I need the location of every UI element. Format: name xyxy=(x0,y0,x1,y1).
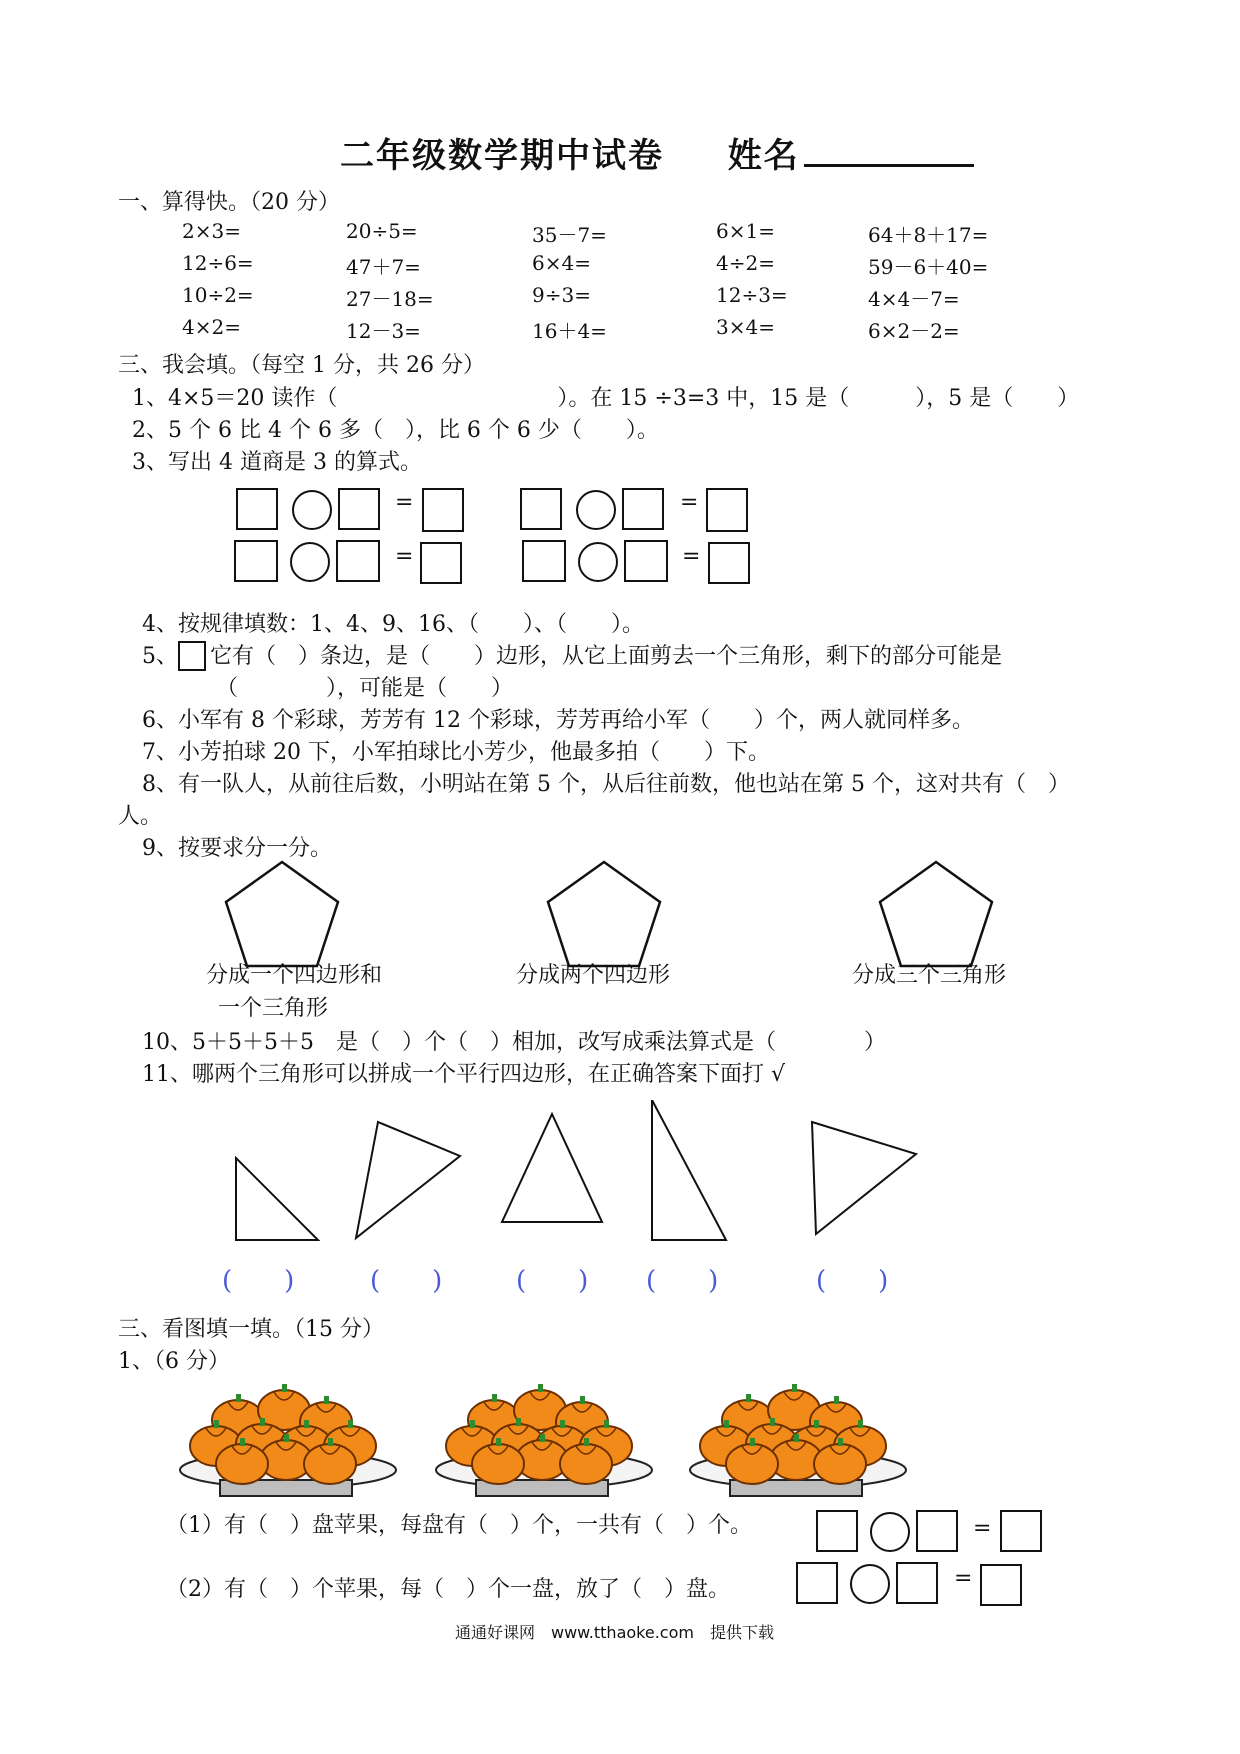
calc-item: 27－18= xyxy=(346,287,434,311)
answer-box[interactable] xyxy=(816,1510,858,1552)
operator-circle[interactable] xyxy=(850,1564,890,1604)
triangles-figure xyxy=(230,1100,1130,1250)
page-title xyxy=(340,128,974,177)
section3-line-1: （1）有（ ）盘苹果，每盘有（ ）个，一共有（ ）个。 xyxy=(166,1513,752,1538)
section1-heading: 一、算得快。（20 分） xyxy=(118,190,340,215)
calc-item: 64＋8＋17= xyxy=(868,223,989,247)
calc-item: 4×2= xyxy=(182,315,241,339)
operator-circle[interactable] xyxy=(292,490,332,530)
pentagon-label-1: 分成一个四边形和 xyxy=(206,963,383,988)
answer-box[interactable] xyxy=(336,540,380,582)
calc-item: 3×4= xyxy=(716,315,775,339)
equals-sign: = xyxy=(395,544,414,569)
question-11: 11、哪两个三角形可以拼成一个平行四边形，在正确答案下面打 √ xyxy=(142,1062,786,1087)
question-9: 9、按要求分一分。 xyxy=(142,836,332,861)
calc-item: 35－7= xyxy=(532,223,607,247)
section3-line-2: （2）有（ ）个苹果，每（ ）个一盘，放了（ ）盘。 xyxy=(166,1577,730,1602)
equals-sign: = xyxy=(682,544,701,569)
calc-item: 16＋4= xyxy=(532,319,607,343)
question-5-text: 它有（ ）条边，是（ ）边形，从它上面剪去一个三角形，剩下的部分可能是 xyxy=(210,644,1003,669)
calc-item: 10÷2= xyxy=(182,283,254,307)
calc-item: 47＋7= xyxy=(346,255,421,279)
section3-question-1-label: 1、（6 分） xyxy=(118,1349,230,1374)
answer-box[interactable] xyxy=(422,488,464,532)
name-label: 姓名 xyxy=(727,136,800,176)
calc-item: 12－3= xyxy=(346,319,421,343)
answer-box[interactable] xyxy=(708,542,750,584)
question-2: 2、5 个 6 比 4 个 6 多（ ），比 6 个 6 少（ ）。 xyxy=(132,418,659,443)
answer-box[interactable] xyxy=(420,542,462,584)
answer-paren-1[interactable]: ( ) xyxy=(222,1266,295,1296)
pentagon-icon xyxy=(544,858,664,970)
pentagon-label-1-line2: 一个三角形 xyxy=(218,996,329,1021)
question-5-line2: （ ），可能是（ ） xyxy=(216,676,514,701)
triangle-icon xyxy=(356,1122,460,1238)
name-blank xyxy=(804,134,974,167)
section3-heading: 三、看图填一填。（15 分） xyxy=(118,1317,384,1342)
fruit-plate-icon xyxy=(176,1380,406,1500)
triangle-icon xyxy=(812,1122,916,1234)
footer-credit: 通通好课网 www.tthaoke.com 提供下载 xyxy=(455,1623,774,1642)
triangle-icon xyxy=(652,1100,726,1240)
calc-item: 59－6＋40= xyxy=(868,255,989,279)
calc-item: 12÷6= xyxy=(182,251,254,275)
operator-circle[interactable] xyxy=(870,1512,910,1552)
answer-box[interactable] xyxy=(796,1562,838,1604)
square-icon xyxy=(178,641,206,671)
operator-circle[interactable] xyxy=(290,542,330,582)
pentagon-label-3: 分成三个三角形 xyxy=(852,963,1007,988)
answer-box[interactable] xyxy=(916,1510,958,1552)
question-5 xyxy=(142,639,1002,671)
question-4: 4、按规律填数：1、4、9、16、（ ）、（ ）。 xyxy=(142,612,644,637)
question-8: 8、有一队人，从前往后数，小明站在第 5 个，从后往前数，他也站在第 5 个，这对共有（ ） xyxy=(142,772,1070,797)
question-6: 6、小军有 8 个彩球，芳芳有 12 个彩球，芳芳再给小军（ ）个，两人就同样多。 xyxy=(142,708,974,733)
calc-item: 20÷5= xyxy=(346,219,418,243)
pentagon-label-2: 分成两个四边形 xyxy=(516,963,671,988)
answer-box[interactable] xyxy=(706,488,748,532)
question-7: 7、小芳拍球 20 下，小军拍球比小芳少，他最多拍（ ）下。 xyxy=(142,740,770,765)
calc-item: 9÷3= xyxy=(532,283,591,307)
question-3: 3、写出 4 道商是 3 的算式。 xyxy=(132,450,422,475)
answer-box[interactable] xyxy=(622,488,664,530)
triangle-icon xyxy=(236,1158,318,1240)
question-10: 10、5＋5＋5＋5 是（ ）个（ ）相加，改写成乘法算式是（ ） xyxy=(142,1030,886,1055)
answer-box[interactable] xyxy=(234,540,278,582)
answer-box[interactable] xyxy=(520,488,562,530)
operator-circle[interactable] xyxy=(578,542,618,582)
answer-paren-3[interactable]: ( ) xyxy=(516,1266,589,1296)
answer-box[interactable] xyxy=(896,1562,938,1604)
section2-heading: 三、我会填。（每空 1 分，共 26 分） xyxy=(118,353,485,378)
calc-item: 12÷3= xyxy=(716,283,788,307)
calc-item: 2×3= xyxy=(182,219,241,243)
equals-sign: = xyxy=(680,490,699,515)
answer-paren-5[interactable]: ( ) xyxy=(816,1266,889,1296)
answer-box[interactable] xyxy=(522,540,566,582)
fruit-plate-icon xyxy=(432,1380,662,1500)
answer-box[interactable] xyxy=(338,488,380,530)
exam-title: 二年级数学期中试卷 xyxy=(340,136,664,176)
triangle-icon xyxy=(502,1114,602,1222)
answer-box[interactable] xyxy=(236,488,278,530)
fruit-plate-icon xyxy=(686,1380,916,1500)
calc-item: 6×1= xyxy=(716,219,775,243)
pentagon-icon xyxy=(222,858,342,970)
pentagon-icon xyxy=(876,858,996,970)
equals-sign: = xyxy=(395,490,414,515)
answer-box[interactable] xyxy=(1000,1510,1042,1552)
answer-paren-2[interactable]: ( ) xyxy=(370,1266,443,1296)
question-1: 1、4×5＝20 读作（ ）。在 15 ÷3=3 中，15 是（ ），5 是（ ） xyxy=(132,386,1080,411)
answer-paren-4[interactable]: ( ) xyxy=(646,1266,719,1296)
operator-circle[interactable] xyxy=(576,490,616,530)
equals-sign: = xyxy=(973,1516,992,1541)
equals-sign: = xyxy=(954,1566,973,1591)
calc-item: 4×4－7= xyxy=(868,287,960,311)
answer-box[interactable] xyxy=(980,1564,1022,1606)
question-8-line2: 人。 xyxy=(118,804,163,829)
calc-item: 6×2－2= xyxy=(868,319,960,343)
question-5-number: 5、 xyxy=(142,644,178,669)
calc-item: 4÷2= xyxy=(716,251,775,275)
calc-item: 6×4= xyxy=(532,251,591,275)
answer-box[interactable] xyxy=(624,540,668,582)
